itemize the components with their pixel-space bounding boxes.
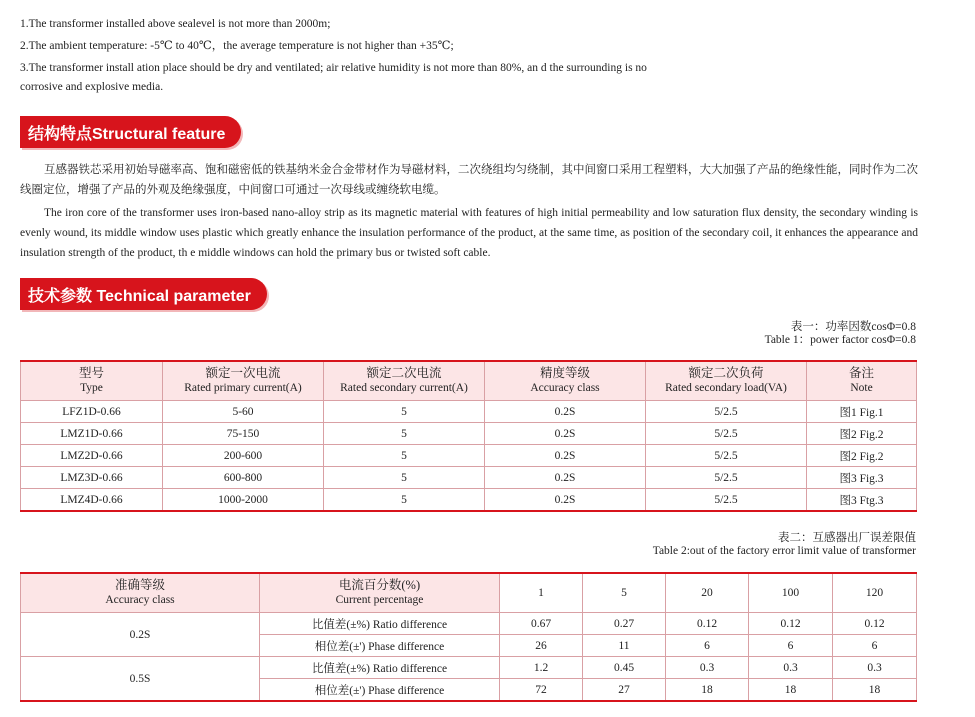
condition-3: 3.The transformer install ation place should be dry and ventilated; air relative humidity is not more than 80%, an d the surrounding is no [20,62,647,74]
cell-note: 图2 Fig.2 [807,423,917,445]
header-secondary-current: 额定二次电流 Rated secondary current(A) [324,361,485,401]
table1-caption-en: Table 1：power factor cosΦ=0.8 [764,334,916,346]
cell-accuracy-class: 0.2S [485,489,646,512]
cell-value: 0.3 [833,657,917,679]
cell-value: 0.67 [500,613,583,635]
cell-type: LMZ1D-0.66 [21,423,163,445]
header-accuracy-class: 准确等级 Accuracy class [21,573,260,613]
header-type: 型号 Type [21,361,163,401]
cell-value: 18 [833,679,917,702]
header-pct-5: 5 [583,573,666,613]
cell-secondary-load: 5/2.5 [646,423,807,445]
cell-primary-current: 600-800 [163,467,324,489]
cell-value: 0.27 [583,613,666,635]
cell-value: 0.12 [749,613,833,635]
cell-secondary-current: 5 [324,467,485,489]
cell-value: 0.3 [666,657,749,679]
cell-secondary-current: 5 [324,489,485,512]
structural-text-en: The iron core of the transformer uses iron-based nano-alloy strip as its magnetic material with features of high initial permeability and low saturation flux density, the secondary winding is evenly wound, its middle window uses plastic which greatly enhance the insulation performance of the product, at the same time, as position of the secondary coil, it enhances the appearance and insulation strength of the product, th e middle windows can hold the primary bus or twisted soft cable. [20,207,918,259]
cell-error-type: 相位差(±') Phase difference [260,635,500,657]
cell-class: 0.5S [21,657,260,702]
header-pct-120: 120 [833,573,917,613]
cell-accuracy-class: 0.2S [485,445,646,467]
technical-parameter-heading: 技术参数 Technical parameter [20,278,267,310]
table-row [21,613,917,635]
structural-feature-heading: 结构特点Structural feature [20,116,241,148]
header-current-percentage: 电流百分数(%) Current percentage [260,573,500,613]
table-row [21,401,917,423]
condition-1: 1.The transformer installed above sealevel is not more than 2000m; [20,18,331,30]
cell-type: LFZ1D-0.66 [21,401,163,423]
cell-value: 72 [500,679,583,702]
cell-value: 6 [833,635,917,657]
cell-error-type: 比值差(±%) Ratio difference [260,613,500,635]
cell-type: LMZ3D-0.66 [21,467,163,489]
cell-primary-current: 200-600 [163,445,324,467]
table2-caption [653,532,916,558]
table1-caption-cn: 表一：功率因数cosΦ=0.8 [790,321,916,333]
header-pct-100: 100 [749,573,833,613]
table-row [21,467,917,489]
table1-header-row [21,361,917,401]
table-row [21,489,917,512]
structural-text-cn: 互感器铁芯采用初始导磁率高、饱和磁密低的铁基纳米金合金带材作为导磁材料，二次绕组均匀绕制，其中间窗口采用工程塑料，大大加强了产品的绝缘性能，同时作为二次线圈定位，增强了产品的外观及绝缘强度，中间窗口可通过一次母线或缠绕软电缆。 [20,164,918,196]
table-row [21,423,917,445]
table2-header-row [21,573,917,613]
cell-value: 26 [500,635,583,657]
table2-caption-cn: 表二：互感器出厂误差限值 [778,532,916,544]
cell-value: 6 [749,635,833,657]
cell-type: LMZ2D-0.66 [21,445,163,467]
table1-caption [765,321,916,347]
cell-secondary-current: 5 [324,445,485,467]
error-limit-table [20,572,917,702]
cell-secondary-current: 5 [324,423,485,445]
cell-accuracy-class: 0.2S [485,423,646,445]
cell-value: 1.2 [500,657,583,679]
header-primary-current: 额定一次电流 Rated primary current(A) [163,361,324,401]
cell-value: 6 [666,635,749,657]
cell-note: 图3 Fig.3 [807,467,917,489]
cell-error-type: 相位差(±') Phase difference [260,679,500,702]
table-row [21,657,917,679]
cell-value: 0.12 [666,613,749,635]
condition-3-cont: corrosive and explosive media. [20,81,164,93]
cell-class: 0.2S [21,613,260,657]
cell-type: LMZ4D-0.66 [21,489,163,512]
cell-value: 18 [749,679,833,702]
cell-value: 11 [583,635,666,657]
header-pct-20: 20 [666,573,749,613]
cell-secondary-load: 5/2.5 [646,445,807,467]
cell-value: 0.3 [749,657,833,679]
cell-primary-current: 1000-2000 [163,489,324,512]
cell-secondary-current: 5 [324,401,485,423]
cell-note: 图1 Fig.1 [807,401,917,423]
cell-value: 0.45 [583,657,666,679]
cell-value: 27 [583,679,666,702]
cell-accuracy-class: 0.2S [485,401,646,423]
cell-secondary-load: 5/2.5 [646,489,807,512]
table-row [21,445,917,467]
cell-error-type: 比值差(±%) Ratio difference [260,657,500,679]
header-accuracy-class: 精度等级 Accuracy class [485,361,646,401]
technical-parameter-table [20,360,917,512]
cell-note: 图3 Ftg.3 [807,489,917,512]
header-note: 备注 Note [807,361,917,401]
cell-primary-current: 5-60 [163,401,324,423]
cell-value: 0.12 [833,613,917,635]
cell-secondary-load: 5/2.5 [646,467,807,489]
cell-note: 图2 Fig.2 [807,445,917,467]
cell-secondary-load: 5/2.5 [646,401,807,423]
table2-caption-en: Table 2:out of the factory error limit value of transformer [652,545,916,557]
cell-value: 18 [666,679,749,702]
cell-accuracy-class: 0.2S [485,467,646,489]
cell-primary-current: 75-150 [163,423,324,445]
header-pct-1: 1 [500,573,583,613]
condition-2: 2.The ambient temperature: -5℃ to 40℃，the average temperature is not higher than +35℃; [20,40,454,52]
header-secondary-load: 额定二次负荷 Rated secondary load(VA) [646,361,807,401]
